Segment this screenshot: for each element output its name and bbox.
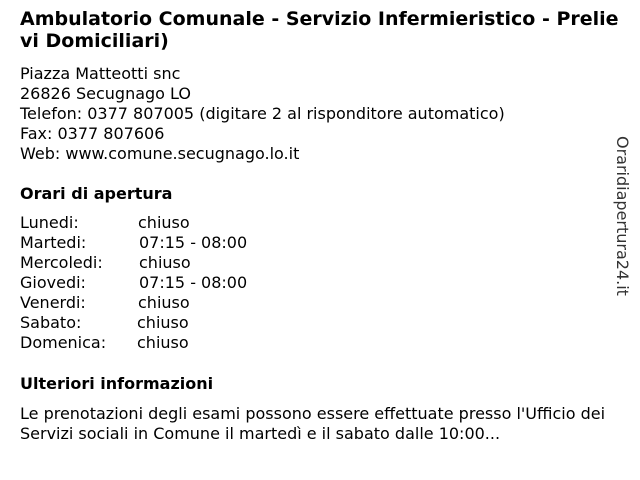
hours-value: chiuso [137, 313, 189, 332]
opening-hours-table [20, 213, 247, 353]
day-label: Giovedi: [20, 273, 86, 292]
website: Web: www.comune.secugnago.lo.it [20, 144, 300, 163]
opening-hours-heading: Orari di apertura [20, 184, 173, 203]
day-label: Venerdi: [20, 293, 86, 312]
hours-value: 07:15 - 08:00 [139, 233, 248, 252]
hours-value: chiuso [137, 333, 189, 352]
additional-info-text: Le prenotazioni degli esami possono essere effettuate presso l'Ufficio dei Servizi sociali in Comune il martedì e il sabato dalle 10:00... [20, 404, 606, 443]
day-label: Mercoledi: [20, 253, 103, 272]
city-postcode: 26826 Secugnago LO [20, 84, 191, 103]
hours-value: 07:15 - 08:00 [139, 273, 248, 292]
hours-row-sunday [20, 333, 247, 353]
hours-value: chiuso [138, 293, 190, 312]
street-address: Piazza Matteotti snc [20, 64, 181, 83]
day-label: Martedi: [20, 233, 87, 252]
page-title: Ambulatorio Comunale - Servizio Infermieristico - Prelievi Domiciliari) [20, 8, 619, 52]
address-block [20, 64, 610, 164]
hours-row-saturday [20, 313, 247, 333]
day-label: Lunedi: [20, 213, 79, 232]
fax-number: Fax: 0377 807606 [20, 124, 165, 143]
hours-row-thursday [20, 273, 247, 293]
hours-value: chiuso [139, 253, 191, 272]
hours-row-monday [20, 213, 247, 233]
hours-row-tuesday [20, 233, 247, 253]
day-label: Domenica: [20, 333, 107, 352]
hours-value: chiuso [138, 213, 190, 232]
phone-number: Telefon: 0377 807005 (digitare 2 al risponditore automatico) [20, 104, 505, 123]
hours-row-wednesday [20, 253, 247, 273]
site-brand-watermark: Oraridiapertura24.it [613, 136, 632, 296]
additional-info-heading: Ulteriori informazioni [20, 374, 214, 393]
hours-row-friday [20, 293, 247, 313]
day-label: Sabato: [20, 313, 82, 332]
